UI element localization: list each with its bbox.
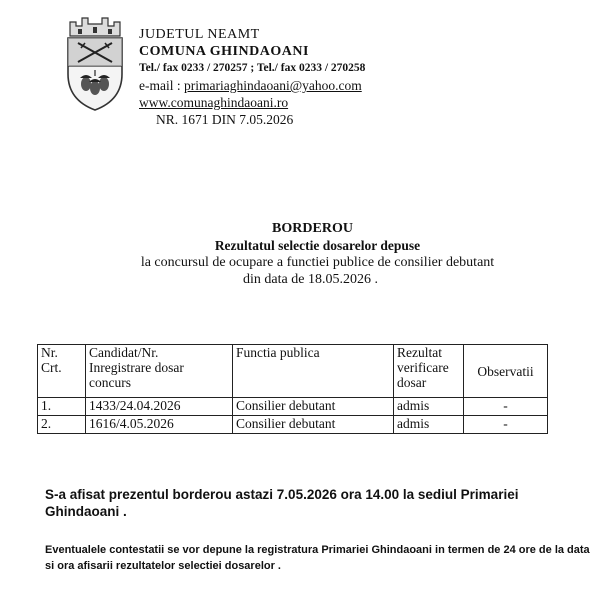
header-observatii: Observatii bbox=[464, 345, 548, 398]
table-row bbox=[38, 398, 548, 416]
cell-rezultat: admis bbox=[394, 416, 464, 434]
header-rezultat: Rezultat verificare dosar bbox=[394, 345, 464, 398]
title-subtitle: Rezultatul selectie dosarelor depuse bbox=[214, 238, 421, 253]
phone-fax: Tel./ fax 0233 / 270257 ; Tel./ fax 0233 / 270258 bbox=[139, 62, 366, 74]
table-row bbox=[38, 416, 548, 434]
title-main: BORDEROU bbox=[272, 221, 353, 236]
registration-number: NR. 1671 DIN 7.05.2026 bbox=[156, 112, 294, 127]
cell-candidat: 1616/4.05.2026 bbox=[86, 416, 233, 434]
email-link[interactable]: primariaghindaoani@yahoo.com bbox=[183, 78, 362, 93]
table-header-row bbox=[38, 345, 548, 398]
header-nr: Nr. Crt. bbox=[38, 345, 86, 398]
cell-functia: Consilier debutant bbox=[233, 416, 394, 434]
cell-observatii: - bbox=[464, 398, 548, 416]
email-label: e-mail : bbox=[139, 78, 184, 93]
document-title bbox=[0, 220, 605, 288]
results-table bbox=[37, 344, 548, 434]
title-line-3: la concursul de ocupare a functiei publice de consilier debutant bbox=[140, 255, 495, 270]
cell-functia: Consilier debutant bbox=[233, 398, 394, 416]
cell-nr: 1. bbox=[38, 398, 86, 416]
cell-nr: 2. bbox=[38, 416, 86, 434]
coat-of-arms-icon bbox=[64, 14, 126, 112]
county-name: JUDETUL NEAMT bbox=[139, 27, 260, 42]
cell-candidat: 1433/24.04.2026 bbox=[86, 398, 233, 416]
website-link[interactable]: www.comunaghindaoani.ro bbox=[139, 95, 289, 110]
header-candidat: Candidat/Nr. Inregistrare dosar concurs bbox=[86, 345, 233, 398]
email-line bbox=[139, 77, 365, 94]
title-line-4: din data de 18.05.2026 . bbox=[243, 272, 378, 287]
commune-name: COMUNA GHINDAOANI bbox=[139, 44, 309, 59]
cell-rezultat: admis bbox=[394, 398, 464, 416]
letterhead bbox=[139, 26, 365, 128]
header-functia: Functia publica bbox=[233, 345, 394, 398]
posting-statement: S-a afisat prezentul borderou astazi 7.05.2026 ora 14.00 la sediul Primariei Ghindaoani . bbox=[45, 487, 519, 519]
cell-observatii: - bbox=[464, 416, 548, 434]
appeals-notice: Eventualele contestatii se vor depune la registratura Primariei Ghindaoani in termen de 24 ore de la data si ora afisarii rezultatelor selectiei dosarelor . bbox=[45, 544, 590, 572]
